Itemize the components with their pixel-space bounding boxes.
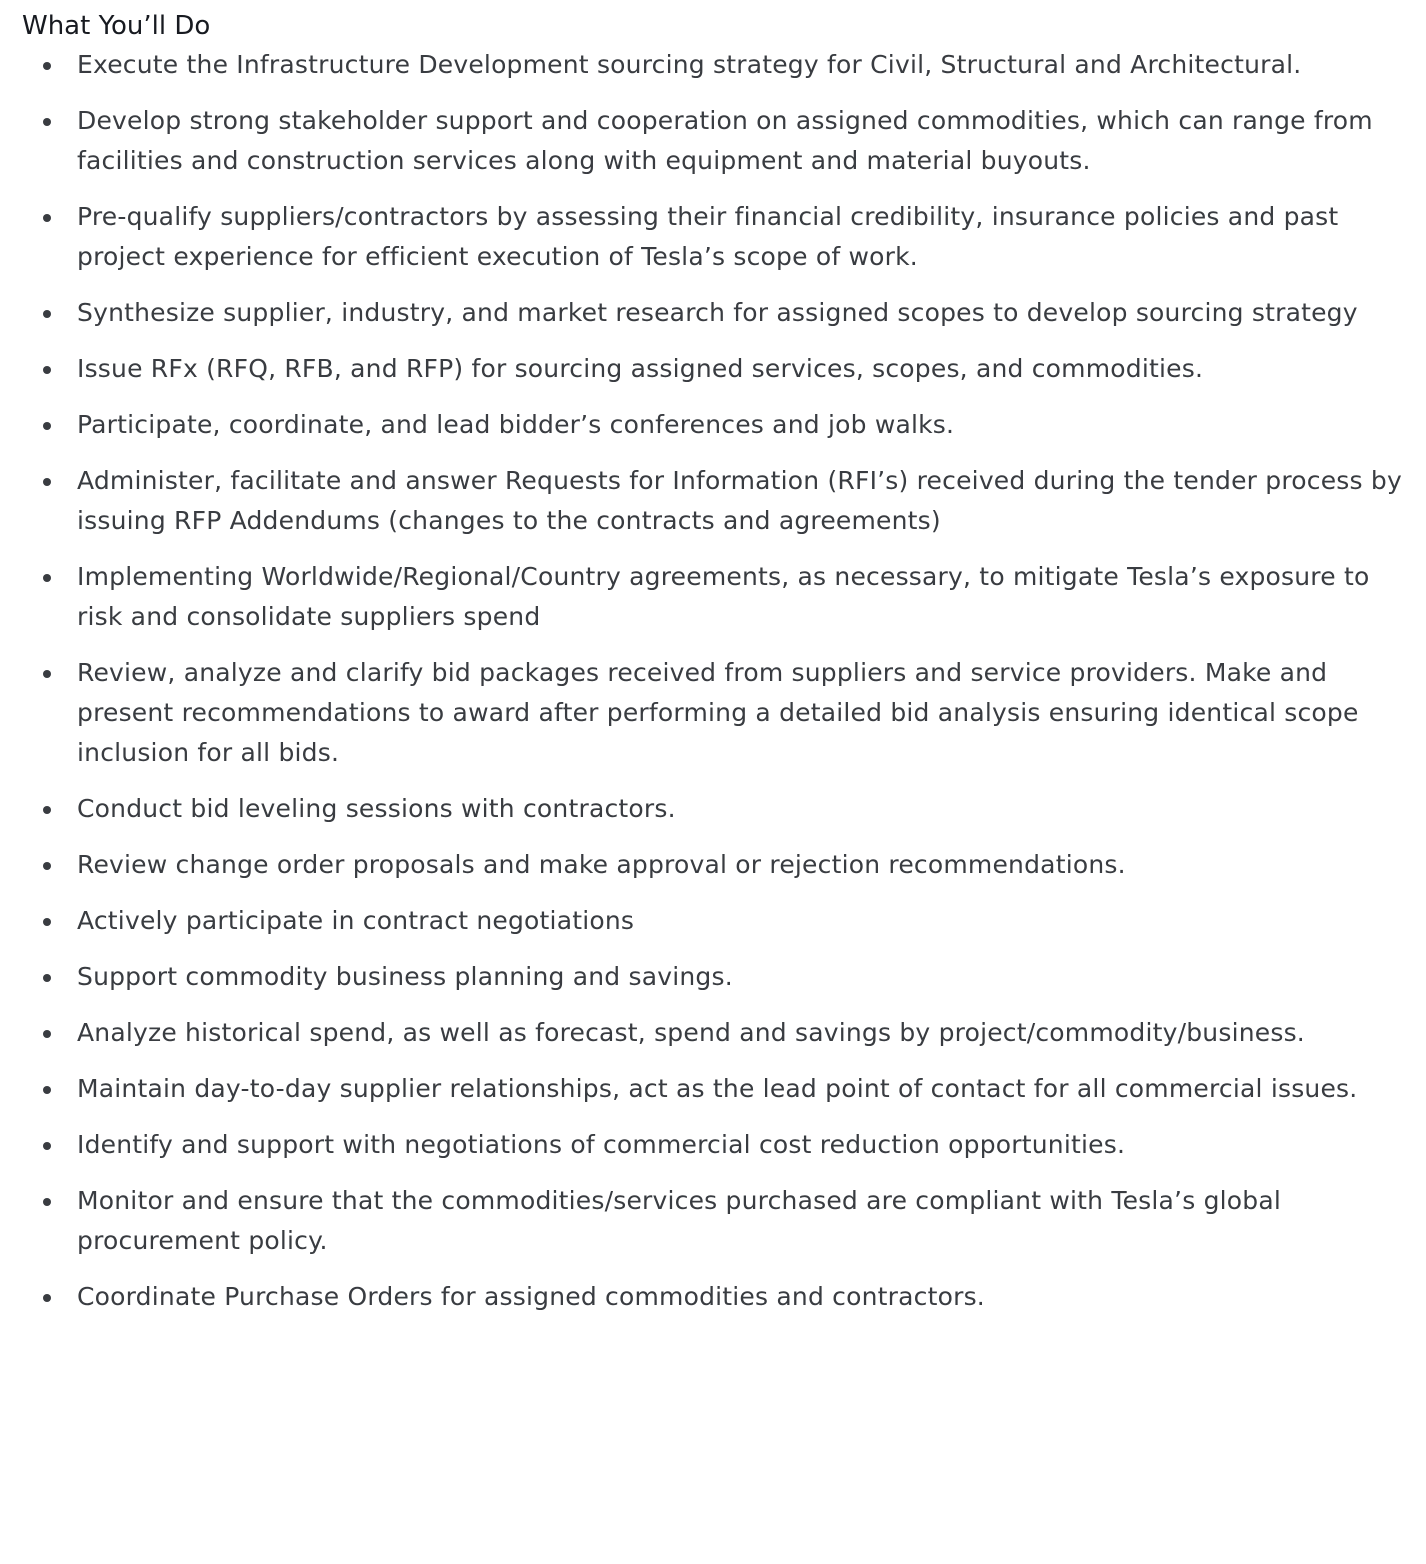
bullet-icon: [43, 62, 51, 70]
bullet-icon: [43, 478, 51, 486]
list-item: [0, 45, 1426, 85]
bullet-icon: [43, 1030, 51, 1038]
list-item: [0, 789, 1426, 829]
list-item: [0, 101, 1426, 181]
list-item: [0, 1069, 1426, 1109]
list-item: [0, 1013, 1426, 1053]
list-item: [0, 461, 1426, 541]
bullet-icon: [43, 1198, 51, 1206]
list-item-text: Coordinate Purchase Orders for assigned commodities and contractors.: [77, 1282, 985, 1311]
list-item-text: Execute the Infrastructure Development sourcing strategy for Civil, Structural and Architectural.: [77, 50, 1302, 79]
list-item-text: Maintain day-to-day supplier relationships, act as the lead point of contact for all commercial issues.: [77, 1074, 1358, 1103]
list-item: [0, 845, 1426, 885]
list-item: [0, 1277, 1426, 1317]
bullet-icon: [43, 366, 51, 374]
bullet-icon: [43, 918, 51, 926]
list-item-text: Administer, facilitate and answer Requests for Information (RFI’s) received during the tender process by issuing RFP Addendums (changes to the contracts and agreements): [77, 466, 1402, 535]
list-item: [0, 1125, 1426, 1165]
list-item: [0, 1181, 1426, 1261]
list-item-text: Actively participate in contract negotiations: [77, 906, 635, 935]
bullet-icon: [43, 1142, 51, 1150]
bullet-icon: [43, 862, 51, 870]
list-item-text: Implementing Worldwide/Regional/Country agreements, as necessary, to mitigate Tesla’s exposure to risk and consolidate suppliers spend: [77, 562, 1370, 631]
bullet-icon: [43, 1086, 51, 1094]
bullet-icon: [43, 574, 51, 582]
bullet-icon: [43, 670, 51, 678]
list-item-text: Conduct bid leveling sessions with contractors.: [77, 794, 676, 823]
list-item: [0, 349, 1426, 389]
bullet-icon: [43, 310, 51, 318]
list-item: [0, 197, 1426, 277]
bullet-icon: [43, 806, 51, 814]
bullet-icon: [43, 422, 51, 430]
list-item: [0, 405, 1426, 445]
list-item-text: Synthesize supplier, industry, and market research for assigned scopes to develop sourcing strategy: [77, 298, 1358, 327]
list-item: [0, 557, 1426, 637]
list-item-text: Identify and support with negotiations of commercial cost reduction opportunities.: [77, 1130, 1126, 1159]
bullet-icon: [43, 118, 51, 126]
section-title: What You’ll Do: [22, 11, 211, 41]
list-item-text: Develop strong stakeholder support and cooperation on assigned commodities, which can range from facilities and construction services along with equipment and material buyouts.: [77, 106, 1373, 175]
list-item: [0, 653, 1426, 773]
bullet-icon: [43, 974, 51, 982]
list-item-text: Monitor and ensure that the commodities/services purchased are compliant with Tesla’s global procurement policy.: [77, 1186, 1282, 1255]
list-item-text: Support commodity business planning and savings.: [77, 962, 733, 991]
list-item-text: Analyze historical spend, as well as forecast, spend and savings by project/commodity/business.: [77, 1018, 1305, 1047]
list-item-text: Pre-qualify suppliers/contractors by assessing their financial credibility, insurance policies and past project experience for efficient execution of Tesla’s scope of work.: [77, 202, 1339, 271]
bullet-icon: [43, 214, 51, 222]
bullet-icon: [43, 1294, 51, 1302]
list-item: [0, 901, 1426, 941]
list-item-text: Review, analyze and clarify bid packages received from suppliers and service providers. Make and present recommendations to award after performing a detailed bid analysis ensuring identical scope inclusion for all bids.: [77, 658, 1359, 767]
list-item: [0, 957, 1426, 997]
list-item: [0, 293, 1426, 333]
responsibilities-list: [0, 45, 1426, 1333]
list-item-text: Review change order proposals and make approval or rejection recommendations.: [77, 850, 1126, 879]
list-item-text: Issue RFx (RFQ, RFB, and RFP) for sourcing assigned services, scopes, and commodities.: [77, 354, 1204, 383]
list-item-text: Participate, coordinate, and lead bidder’s conferences and job walks.: [77, 410, 955, 439]
